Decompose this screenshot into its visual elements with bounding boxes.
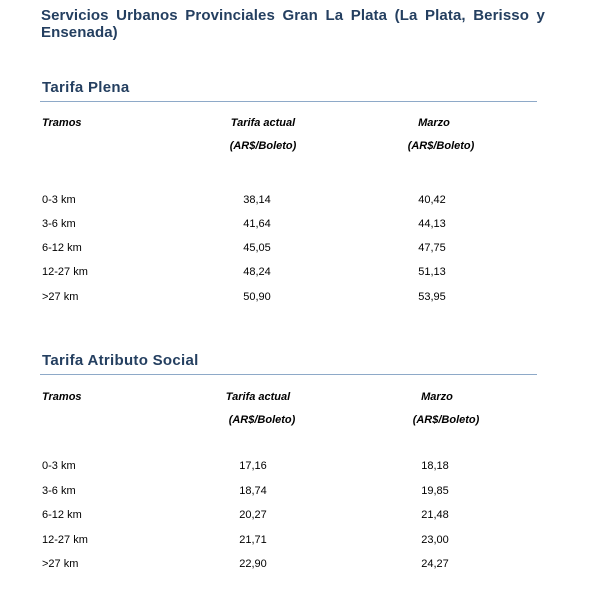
- marzo-cell: 24,27: [421, 558, 449, 570]
- marzo-cell: 19,85: [421, 485, 449, 497]
- tramo-cell: 0-3 km: [42, 194, 76, 206]
- tarifa-actual-cell: 20,27: [239, 509, 267, 521]
- tarifa-actual-cell: 22,90: [239, 558, 267, 570]
- tramo-cell: 3-6 km: [42, 218, 76, 230]
- tarifa-actual-cell: 48,24: [243, 266, 271, 278]
- tarifa-actual-cell: 38,14: [243, 194, 271, 206]
- column-unit-marzo: (AR$/Boleto): [407, 140, 475, 152]
- column-header-tramos: Tramos: [42, 391, 82, 403]
- column-unit-tarifa-actual: (AR$/Boleto): [229, 140, 297, 152]
- column-header-marzo: Marzo: [418, 117, 450, 129]
- marzo-cell: 40,42: [418, 194, 446, 206]
- tarifa-actual-cell: 21,71: [239, 534, 267, 546]
- marzo-cell: 53,95: [418, 291, 446, 303]
- tarifa-actual-cell: 41,64: [243, 218, 271, 230]
- marzo-cell: 23,00: [421, 534, 449, 546]
- tramo-cell: >27 km: [42, 558, 79, 570]
- marzo-cell: 18,18: [421, 460, 449, 472]
- marzo-cell: 44,13: [418, 218, 446, 230]
- tramo-cell: >27 km: [42, 291, 79, 303]
- tramo-cell: 6-12 km: [42, 242, 82, 254]
- section-divider: [40, 101, 537, 102]
- column-header-tarifa-actual: Tarifa actual: [225, 391, 291, 403]
- tramo-cell: 6-12 km: [42, 509, 82, 521]
- document-title: Servicios Urbanos Provinciales Gran La Plata (La Plata, Berisso y Ensenada): [41, 7, 545, 41]
- tarifa-actual-cell: 17,16: [239, 460, 267, 472]
- tarifa-actual-cell: 18,74: [239, 485, 267, 497]
- column-header-tramos: Tramos: [42, 117, 82, 129]
- section-heading-tarifa-plena: Tarifa Plena: [42, 79, 130, 96]
- tarifa-actual-cell: 50,90: [243, 291, 271, 303]
- section-heading-tarifa-atributo-social: Tarifa Atributo Social: [42, 352, 199, 369]
- tramo-cell: 3-6 km: [42, 485, 76, 497]
- tramo-cell: 12-27 km: [42, 534, 88, 546]
- column-unit-marzo: (AR$/Boleto): [412, 414, 480, 426]
- tramo-cell: 0-3 km: [42, 460, 76, 472]
- tramo-cell: 12-27 km: [42, 266, 88, 278]
- marzo-cell: 51,13: [418, 266, 446, 278]
- tarifa-actual-cell: 45,05: [243, 242, 271, 254]
- marzo-cell: 21,48: [421, 509, 449, 521]
- column-unit-tarifa-actual: (AR$/Boleto): [228, 414, 296, 426]
- column-header-marzo: Marzo: [421, 391, 453, 403]
- marzo-cell: 47,75: [418, 242, 446, 254]
- section-divider: [40, 374, 537, 375]
- column-header-tarifa-actual: Tarifa actual: [230, 117, 296, 129]
